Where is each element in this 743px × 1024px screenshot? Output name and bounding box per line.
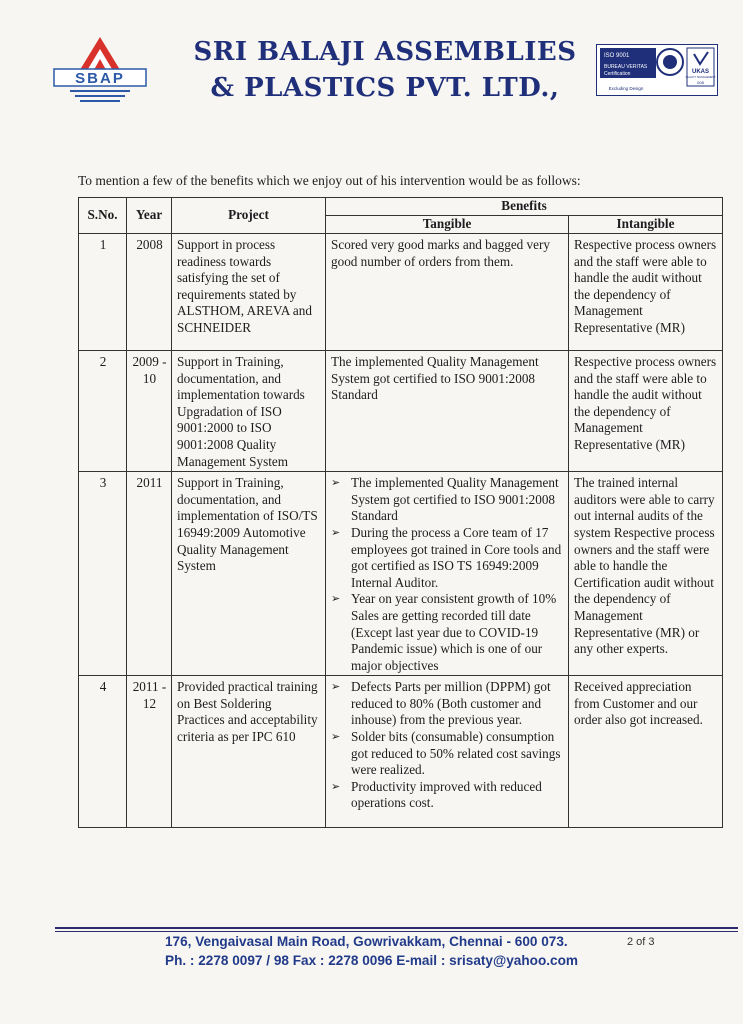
cert-iso-label: ISO 9001 — [604, 53, 630, 59]
company-logo — [50, 35, 150, 107]
cell-intangible: Respective process owners and the staff were able to handle the audit without the dependency of Management Representative (MR) — [569, 234, 723, 351]
header-year: Year — [127, 198, 172, 234]
bullet-item: ➢ During the process a Core team of 17 employees got trained in Core tools and got certified as ISO TS 16949:2009 Internal Auditor. — [331, 525, 564, 591]
tangible-bullet-list — [331, 475, 564, 674]
cell-year: 2011 - 12 — [127, 676, 172, 828]
cell-year: 2008 — [127, 234, 172, 351]
cell-intangible: Received appreciation from Customer and our order also got increased. — [569, 676, 723, 828]
bullet-item: ➢ Productivity improved with reduced operations cost. — [331, 779, 564, 812]
footer-contact: Ph. : 2278 0097 / 98 Fax : 2278 0096 E-mail : srisaty@yahoo.com — [165, 953, 578, 968]
footer-address-block — [165, 932, 615, 970]
footer-divider — [55, 927, 738, 929]
cell-tangible — [326, 472, 569, 676]
cell-project: Support in process readiness towards satisfying the set of requirements stated by ALSTHOM, AREVA and SCHNEIDER — [172, 234, 326, 351]
header-tangible: Tangible — [326, 216, 569, 234]
header-project: Project — [172, 198, 326, 234]
cell-intangible: Respective process owners and the staff were able to handle the audit without the dependency of Management Representative (MR) — [569, 351, 723, 472]
benefits-table — [78, 197, 723, 828]
cell-sno: 2 — [79, 351, 127, 472]
table-row — [79, 351, 723, 472]
cert-ukas-code: 008 — [697, 80, 704, 85]
header-intangible: Intangible — [569, 216, 723, 234]
cell-year: 2009 - 10 — [127, 351, 172, 472]
cell-tangible — [326, 676, 569, 828]
company-name-line2: & PLASTICS PVT. LTD., — [210, 73, 560, 103]
bullet-item: ➢ Year on year consistent growth of 10% Sales are getting recorded till date (Except last year due to COVID-19 Pandemic issue) which is one of our major objectives — [331, 591, 564, 674]
logo-text: SBAP — [75, 70, 125, 87]
page-number: 2 of 3 — [627, 936, 655, 948]
cell-intangible: The trained internal auditors were able to carry out internal audits of the system Respective process owners and the staff were able to handle the Certification audit without the dependency of Management Representative (MR) or any other experts. — [569, 472, 723, 676]
company-name-line1: SRI BALAJI ASSEMBLIES — [193, 37, 577, 67]
cell-project: Support in Training, documentation, and implementation towards Upgradation of ISO 9001:2000 to ISO 9001:2008 Quality Management System — [172, 351, 326, 472]
cert-body-sub: Certification — [604, 71, 631, 77]
intro-text: To mention a few of the benefits which we enjoy out of his intervention would be as follows: — [78, 173, 581, 188]
bullet-item: ➢ Defects Parts per million (DPPM) got reduced to 80% (Both customer and inhouse) from the previous year. — [331, 679, 564, 729]
bullet-item: ➢ Solder bits (consumable) consumption got reduced to 50% related cost savings were realized. — [331, 729, 564, 779]
footer-address: 176, Vengaivasal Main Road, Gowrivakkam, Chennai - 600 073. — [165, 934, 568, 949]
cell-year: 2011 — [127, 472, 172, 676]
company-name — [180, 34, 590, 106]
cell-project: Provided practical training on Best Soldering Practices and acceptability criteria as per IPC 610 — [172, 676, 326, 828]
cell-sno: 4 — [79, 676, 127, 828]
table-row — [79, 472, 723, 676]
cert-ukas-sub: QUALITY MANAGEMENT — [685, 76, 716, 79]
cell-tangible: The implemented Quality Management System got certified to ISO 9001:2008 Standard — [326, 351, 569, 472]
cert-scope: Excluding Design — [608, 86, 644, 91]
bullet-item: ➢ The implemented Quality Management System got certified to ISO 9001:2008 Standard — [331, 475, 564, 525]
header-benefits: Benefits — [326, 198, 723, 216]
cert-body: BUREAU VERITAS — [604, 64, 648, 70]
cert-ukas: UKAS — [691, 69, 710, 75]
tangible-bullet-list — [331, 679, 564, 812]
certification-badge — [596, 44, 718, 96]
table-row — [79, 676, 723, 828]
header-sno: S.No. — [79, 198, 127, 234]
cell-tangible: Scored very good marks and bagged very good number of orders from them. — [326, 234, 569, 351]
cell-project: Support in Training, documentation, and implementation of ISO/TS 16949:2009 Automotive Quality Management System — [172, 472, 326, 676]
cell-sno: 1 — [79, 234, 127, 351]
cell-sno: 3 — [79, 472, 127, 676]
table-row — [79, 234, 723, 351]
